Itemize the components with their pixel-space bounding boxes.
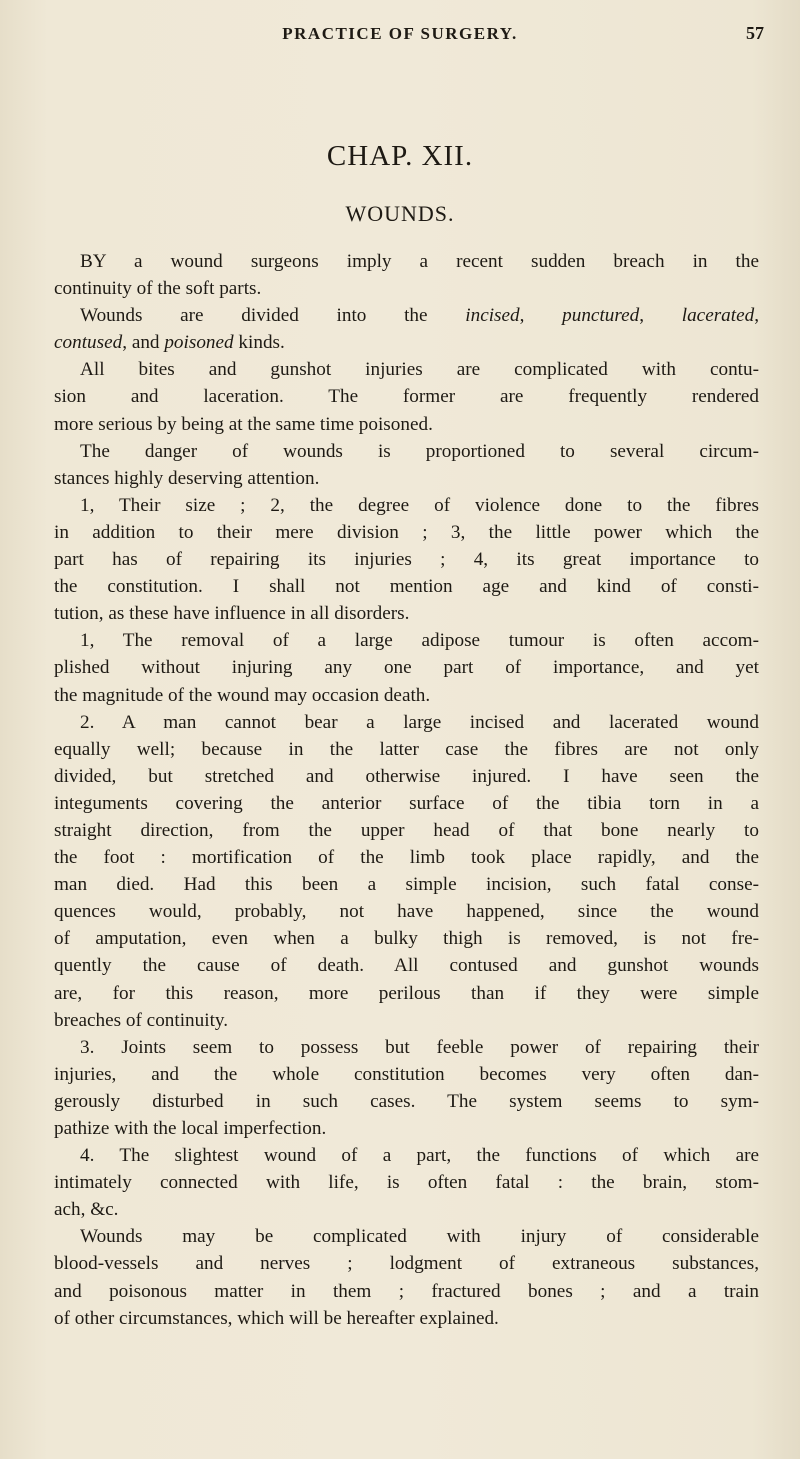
text-line: gerously disturbed in such cases. The system seems to sym- [54,1090,759,1112]
text-line: sion and laceration. The former are frequently rendered [54,386,759,408]
text-line: injuries, and the whole constitution becomes very often dan- [54,1063,759,1085]
text-line: Wounds may be complicated with injury of considerable [80,1226,759,1248]
text-line: ach, &c. [54,1199,119,1221]
text-line: stances highly deserving attention. [54,467,320,489]
text-line: contused, and poisoned kinds. [54,332,285,354]
text-line: the magnitude of the wound may occasion death. [54,684,431,706]
paragraph [54,709,759,1034]
paragraph [54,356,759,437]
text-line: the foot : mortification of the limb took place rapidly, and the [54,847,759,869]
text-line: blood-vessels and nerves ; lodgment of extraneous substances, [54,1253,759,1275]
text-line: BY a wound surgeons imply a recent sudden breach in the [80,251,759,272]
italic-term: punctured [562,305,640,327]
text-line: plished without injuring any one part of importance, and yet [54,657,759,679]
paragraph [54,492,759,627]
text-line: more serious by being at the same time poisoned. [54,413,433,435]
text-line: man died. Had this been a simple incision, such fatal conse- [54,874,759,896]
paragraph [54,1142,759,1223]
italic-term: contused [54,332,123,354]
italic-term: lacerated [681,305,755,327]
text-line: in addition to their mere division ; 3, the little power which the [54,521,759,543]
text-line: The danger of wounds is proportioned to several circum- [80,440,759,462]
paragraph [54,302,759,356]
text-line: the constitution. I shall not mention age and kind of consti- [54,576,759,598]
text-line: 1, Their size ; 2, the degree of violence done to the fibres [80,494,759,516]
text-line: 3. Joints seem to possess but feeble power of repairing their [80,1036,759,1058]
running-head [0,20,800,50]
body-text [54,248,759,1332]
text-line: of amputation, even when a bulky thigh is removed, is not fre- [54,928,759,950]
italic-term: incised [465,305,520,327]
paragraph [54,1223,759,1331]
text-line: intimately connected with life, is often fatal : the brain, stom- [54,1172,759,1194]
text-line: 4. The slightest wound of a part, the functions of which are [80,1145,759,1167]
paragraph [54,627,759,708]
text-line: continuity of the soft parts. [54,278,262,300]
text-line: 1, The removal of a large adipose tumour is often accom- [80,630,759,652]
text-line: Wounds are divided into the incised, punctured, lacerated, [80,305,760,327]
text-line: 2. A man cannot bear a large incised and lacerated wound [80,711,759,733]
text-line: pathize with the local imperfection. [54,1118,327,1139]
chapter-subject: WOUNDS. [345,201,455,226]
running-head-title: PRACTICE OF SURGERY. [282,24,518,43]
text-line: breaches of continuity. [54,1009,229,1031]
text-line: straight direction, from the upper head of that bone nearly to [54,819,759,841]
chapter-heading: CHAP. XII. [326,140,474,172]
text-line: of other circumstances, which will be hereafter explained. [54,1307,499,1329]
text-line: divided, but stretched and otherwise injured. I have seen the [54,765,759,787]
text-line: quently the cause of death. All contused and gunshot wounds [54,955,759,977]
paragraph [54,248,759,302]
text-line: and poisonous matter in them ; fractured bones ; and a train [54,1280,759,1302]
text-line: quences would, probably, not have happened, since the wound [54,901,759,923]
paragraph [54,1034,759,1142]
text-line: equally well; because in the latter case the fibres are not only [54,738,759,760]
text-line: part has of repairing its injuries ; 4, its great importance to [54,549,759,571]
text-line: are, for this reason, more perilous than if they were simple [54,982,759,1004]
text-line: integuments covering the anterior surface of the tibia torn in a [54,792,759,814]
text-line: tution, as these have influence in all disorders. [54,603,410,625]
paragraph [54,438,759,492]
italic-term: poisoned [164,332,234,354]
text-line: All bites and gunshot injuries are complicated with contu- [80,359,759,381]
page-number: 57 [746,23,764,43]
